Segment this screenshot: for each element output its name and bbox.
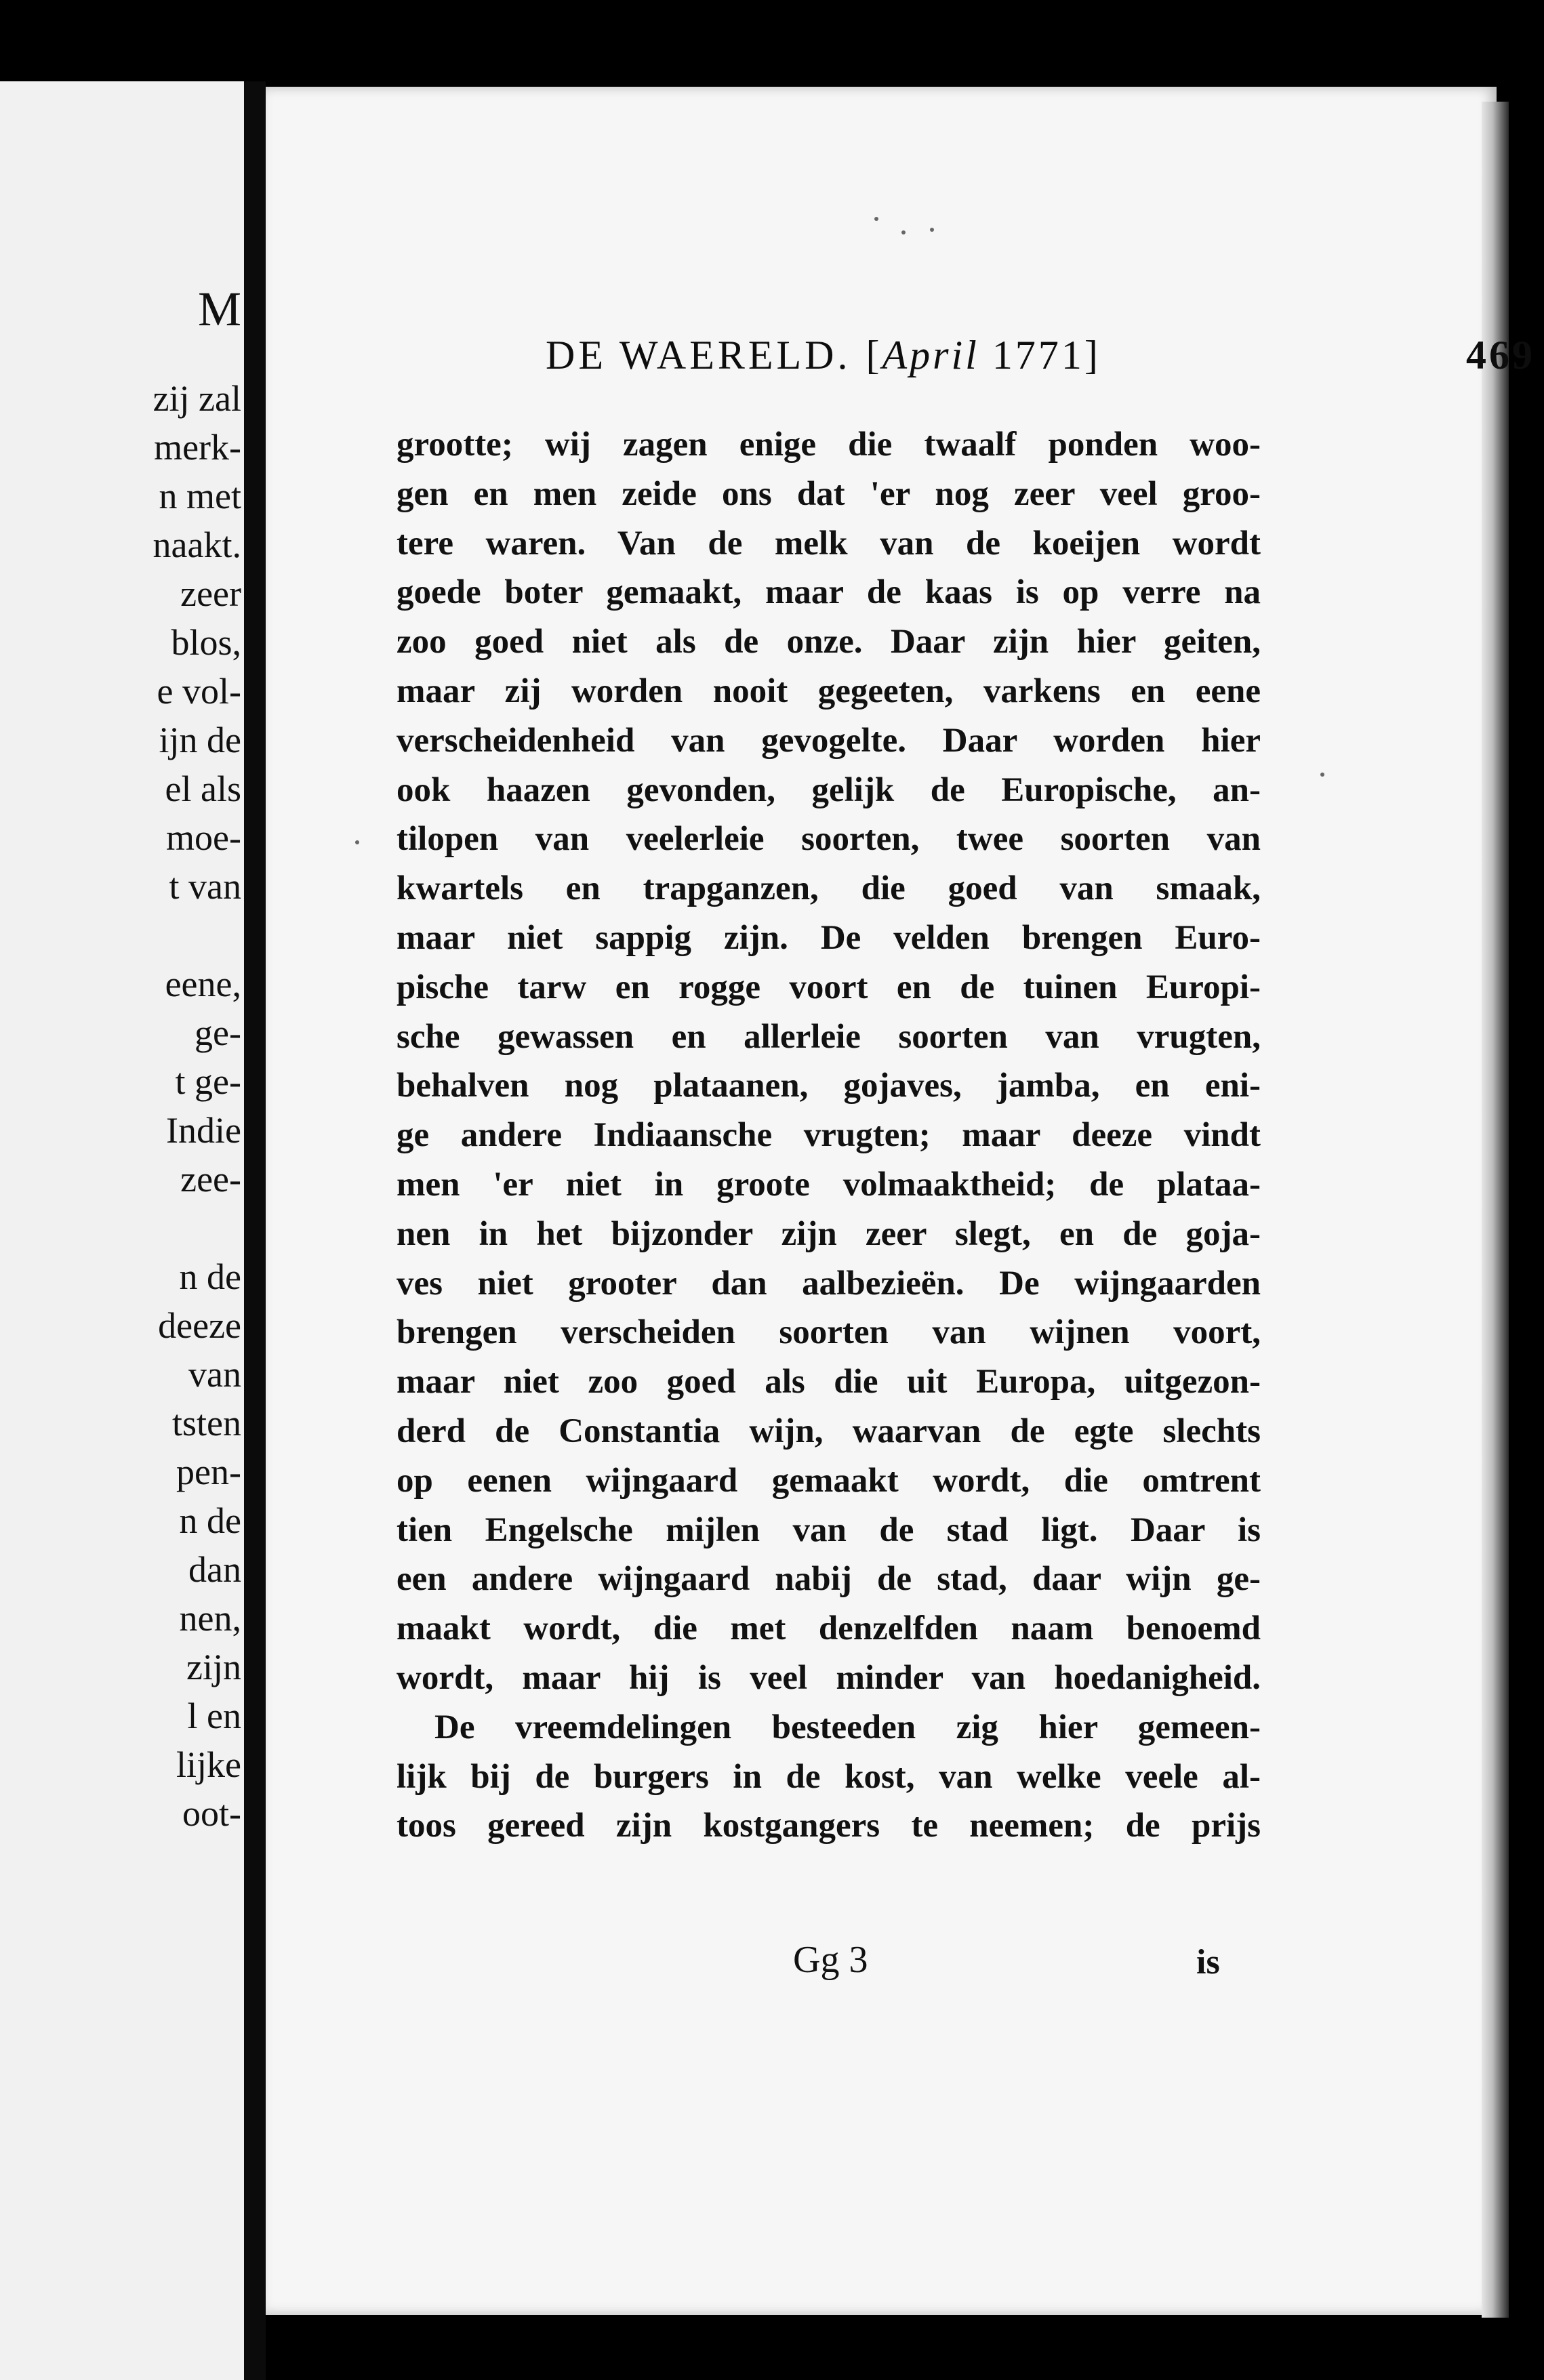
left-page-line: el als xyxy=(165,768,241,809)
left-page xyxy=(0,81,244,2380)
text-line: toos gereed zijn kostgangers te neemen; de prijs xyxy=(397,1807,1261,1845)
text-line: maakt wordt, die met denzelfden naam benoemd xyxy=(397,1609,1261,1648)
text-line: nen in het bijzonder zijn zeer slegt, en de goja- xyxy=(397,1214,1261,1253)
text-line: sche gewassen en allerleie soorten van vrugten, xyxy=(397,1017,1261,1056)
left-page-line: moe- xyxy=(166,817,241,858)
text-line: wordt, maar hij is veel minder van hoedanigheid. xyxy=(397,1658,1261,1697)
text-line: zoo goed niet als de onze. Daar zijn hier geiten, xyxy=(397,623,1261,661)
left-page-line: van xyxy=(188,1354,241,1395)
text-line: tere waren. Van de melk van de koeijen wordt xyxy=(397,524,1261,562)
ink-speck xyxy=(901,230,906,234)
left-page-text xyxy=(0,282,244,1838)
text-line: maar zij worden nooit gegeeten, varkens en eene xyxy=(397,672,1261,710)
text-line: maar niet sappig zijn. De velden brengen Euro- xyxy=(397,918,1261,957)
text-line: lijk bij de burgers in de kost, van welke veele al- xyxy=(397,1757,1261,1796)
left-page-line: zij zal xyxy=(153,378,241,419)
left-page-line: zee- xyxy=(180,1159,241,1199)
left-page-line: lijke xyxy=(176,1744,241,1785)
text-line: gen en men zeide ons dat 'er nog zeer veel groo- xyxy=(397,474,1261,513)
text-line: brengen verscheiden soorten van wijnen voort, xyxy=(397,1313,1261,1352)
text-line: ook haazen gevonden, gelijk de Europische, an- xyxy=(397,771,1261,809)
page-edge xyxy=(1482,102,1509,2318)
left-page-line xyxy=(0,1204,241,1252)
left-page-line: oot- xyxy=(182,1793,241,1834)
text-line: op eenen wijngaard gemaakt wordt, die omtrent xyxy=(397,1461,1261,1500)
left-page-line: eene, xyxy=(165,964,241,1004)
left-page-line: nen, xyxy=(179,1598,241,1639)
date-month: April xyxy=(882,333,979,377)
text-line: ge andere Indiaansche vrugten; maar deeze vindt xyxy=(397,1116,1261,1155)
ink-speck xyxy=(355,840,359,844)
left-page-line: merk- xyxy=(154,427,241,468)
text-line: tien Engelsche mijlen van de stad ligt. Daar is xyxy=(397,1511,1261,1549)
left-page-line: t ge- xyxy=(175,1061,241,1102)
left-page-line: dan xyxy=(188,1549,241,1590)
text-line: tilopen van veelerleie soorten, twee soorten van xyxy=(397,820,1261,859)
page-number: 469 xyxy=(1466,333,1535,377)
text-line: men 'er niet in groote volmaaktheid; de plataa- xyxy=(397,1165,1261,1204)
ink-speck xyxy=(874,217,878,221)
left-page-line: n met xyxy=(159,476,241,516)
signature-mark: Gg 3 xyxy=(793,1939,868,1981)
text-line: derd de Constantia wijn, waarvan de egte slechts xyxy=(397,1412,1261,1450)
body-text xyxy=(397,420,1261,1851)
text-line: een andere wijngaard nabij de stad, daar wijn ge- xyxy=(397,1560,1261,1599)
text-line: pische tarw en rogge voort en de tuinen Europi- xyxy=(397,968,1261,1006)
left-page-line: t van xyxy=(169,866,241,907)
text-line: grootte; wij zagen enige die twaalf ponden woo- xyxy=(397,426,1261,464)
text-line: behalven nog plataanen, gojaves, jamba, en eni- xyxy=(397,1067,1261,1105)
date-bracket: [ xyxy=(866,333,882,377)
text-line: verscheidenheid van gevogelte. Daar worden hier xyxy=(397,721,1261,760)
running-date xyxy=(866,332,1101,379)
left-page-line: pen- xyxy=(176,1452,241,1492)
running-title: DE WAERELD. xyxy=(546,333,851,377)
left-page-line: zeer xyxy=(180,573,241,614)
date-year: 1771] xyxy=(992,333,1101,377)
text-line: goede boter gemaakt, maar de kaas is op verre na xyxy=(397,573,1261,612)
left-page-line xyxy=(0,911,241,960)
left-page-line: ge- xyxy=(195,1012,241,1053)
left-page-line: naakt. xyxy=(153,525,241,565)
left-page-line: M xyxy=(197,282,241,336)
ink-speck xyxy=(1320,773,1324,777)
catchword: is xyxy=(1196,1943,1220,1982)
left-page-line: n de xyxy=(179,1500,241,1541)
book-gutter xyxy=(244,81,266,2380)
left-page-line: n de xyxy=(179,1256,241,1297)
left-page-line: Indie xyxy=(166,1110,241,1151)
left-page-line: ijn de xyxy=(159,720,241,760)
paragraph-start-line: De vreemdelingen besteeden zig hier gemeen- xyxy=(434,1708,1261,1746)
ink-speck xyxy=(930,228,934,232)
left-page-line: deeze xyxy=(158,1305,241,1346)
left-page-line: l en xyxy=(187,1696,241,1736)
left-page-line: zijn xyxy=(186,1647,241,1687)
left-page-line: tsten xyxy=(172,1403,241,1443)
left-page-line: blos, xyxy=(171,622,241,663)
running-head xyxy=(546,332,1535,379)
text-line: maar niet zoo goed als die uit Europa, uitgezon- xyxy=(397,1363,1261,1401)
text-line: kwartels en trapganzen, die goed van smaak, xyxy=(397,869,1261,908)
text-line: ves niet grooter dan aalbezieën. De wijngaarden xyxy=(397,1264,1261,1302)
left-page-line: e vol- xyxy=(157,671,241,712)
